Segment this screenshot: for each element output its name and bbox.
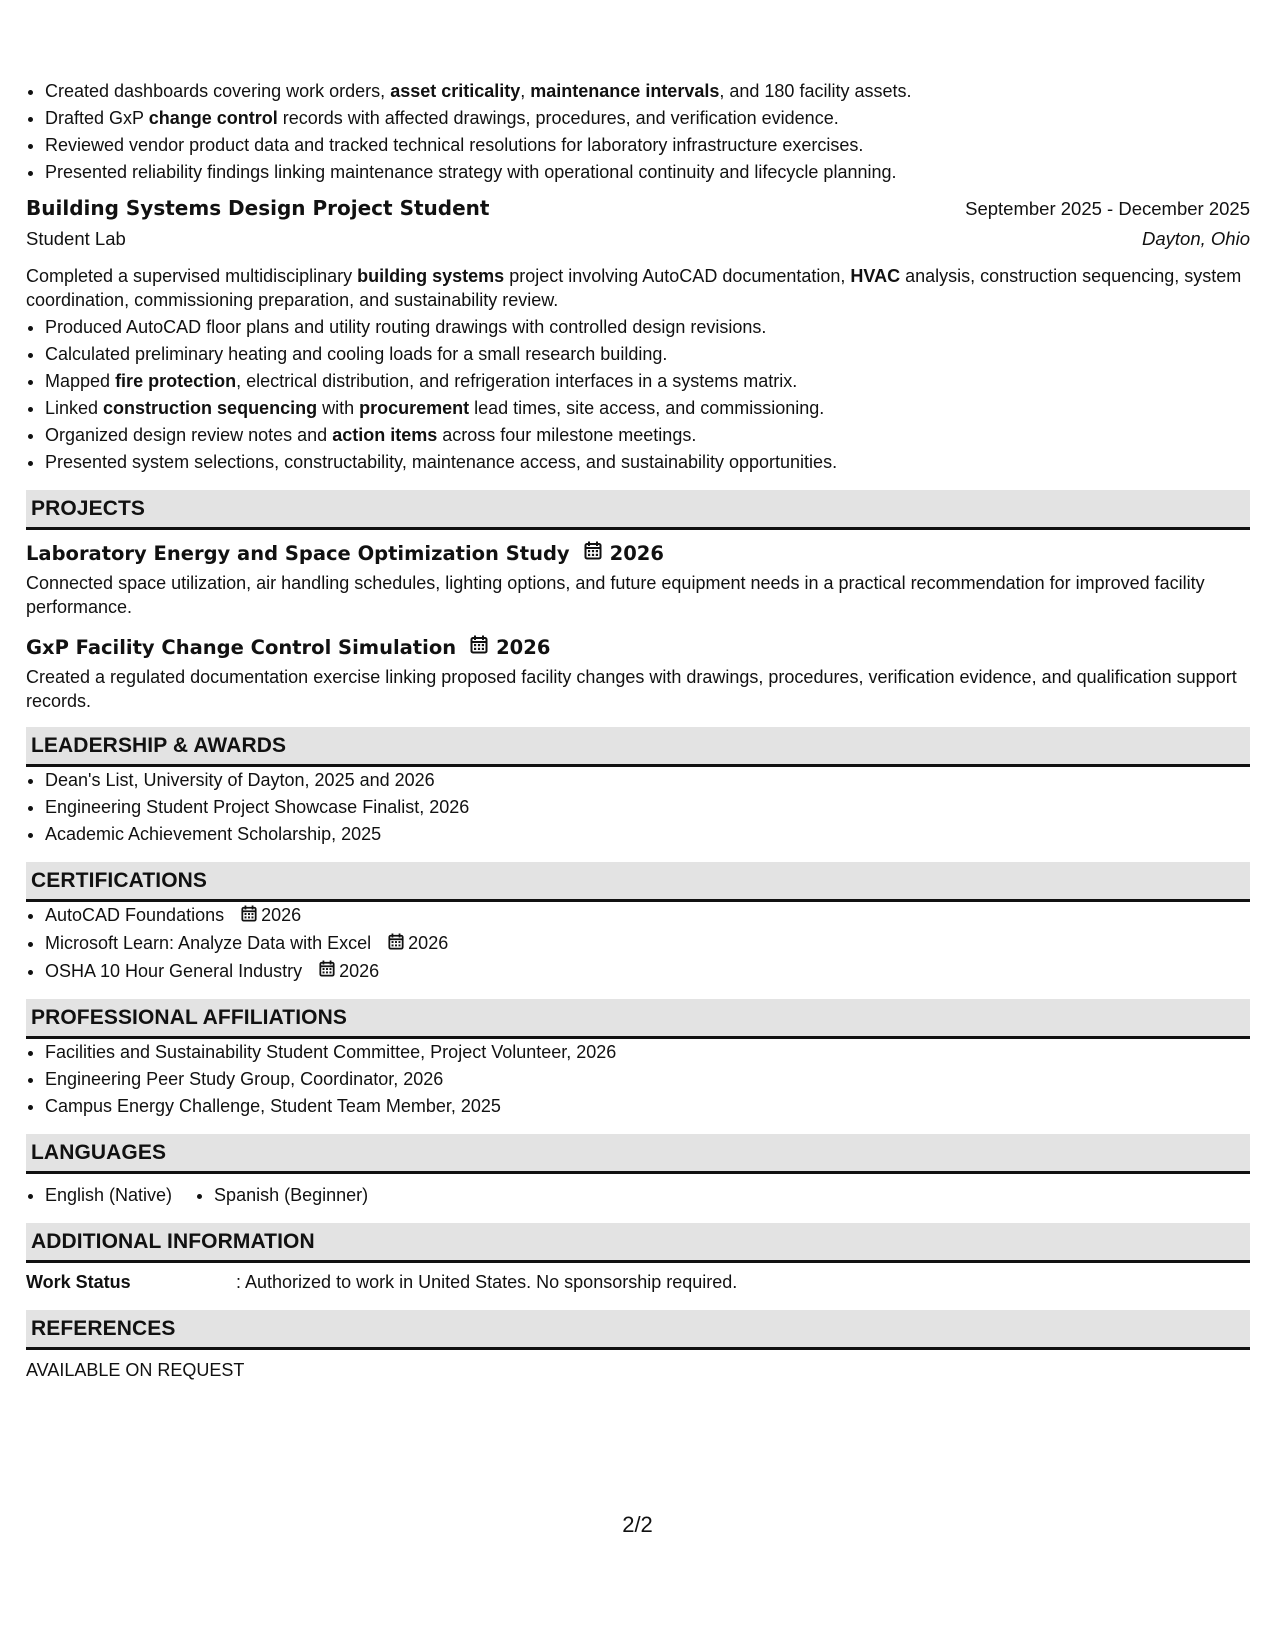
experience-bullets bbox=[26, 78, 1250, 186]
job-bullets bbox=[26, 314, 1250, 476]
bullet-item: • Drafted GxP change control records with affected drawings, procedures, and verification evidence. bbox=[45, 105, 1250, 132]
work-status-value: : Authorized to work in United States. No sponsorship required. bbox=[236, 1272, 738, 1293]
list-item: • Engineering Peer Study Group, Coordinator, 2026 bbox=[45, 1066, 1250, 1093]
bullet-item: • Linked construction sequencing with procurement lead times, site access, and commissioning. bbox=[45, 395, 1250, 422]
list-item: • Dean's List, University of Dayton, 2025 and 2026 bbox=[45, 767, 1250, 794]
bold-keyword: building systems bbox=[357, 266, 505, 286]
section-heading-projects: PROJECTS bbox=[26, 490, 1250, 530]
page-number: 2/2 bbox=[622, 1512, 653, 1537]
job-header bbox=[26, 196, 1250, 228]
certification-name: AutoCAD Foundations bbox=[45, 905, 225, 925]
section-heading-affiliations: PROFESSIONAL AFFILIATIONS bbox=[26, 999, 1250, 1039]
work-status-row bbox=[26, 1272, 1250, 1296]
list-item: • Engineering Student Project Showcase Finalist, 2026 bbox=[45, 794, 1250, 821]
list-item: • Campus Energy Challenge, Student Team Member, 2025 bbox=[45, 1093, 1250, 1120]
leadership-list bbox=[26, 767, 1250, 848]
list-item: • Academic Achievement Scholarship, 2025 bbox=[45, 821, 1250, 848]
bullet-item: • Presented system selections, constructability, maintenance access, and sustainability opportunities. bbox=[45, 449, 1250, 476]
language-item: • English (Native) bbox=[45, 1182, 172, 1209]
affiliation-list bbox=[26, 1039, 1250, 1120]
job-summary: Completed a supervised multidisciplinary building systems project involving AutoCAD documentation, HVAC analysis, construction sequencing, system coordination, commissioning preparation, and sustainability review. bbox=[26, 266, 1242, 310]
bold-keyword: procurement bbox=[359, 398, 470, 418]
project-title: Laboratory Energy and Space Optimization Study bbox=[26, 541, 570, 565]
bullet-item: • Produced AutoCAD floor plans and utility routing drawings with controlled design revisions. bbox=[45, 314, 1250, 341]
certification-name: OSHA 10 Hour General Industry bbox=[45, 960, 303, 981]
certification-item bbox=[45, 958, 1250, 986]
work-status-label: Work Status bbox=[26, 1272, 131, 1293]
language-list bbox=[26, 1182, 1250, 1209]
section-heading-additional-information: ADDITIONAL INFORMATION bbox=[26, 1223, 1250, 1263]
bullet-item: • Reviewed vendor product data and tracked technical resolutions for laboratory infrastructure exercises. bbox=[45, 132, 1250, 159]
certification-item bbox=[45, 930, 1250, 958]
section-heading-certifications: CERTIFICATIONS bbox=[26, 862, 1250, 902]
bold-keyword: maintenance intervals bbox=[530, 81, 720, 101]
bold-keyword: construction sequencing bbox=[103, 398, 318, 418]
language-item: • Spanish (Beginner) bbox=[214, 1182, 368, 1209]
job-organization: Student Lab bbox=[26, 228, 126, 249]
calendar-icon bbox=[470, 635, 488, 659]
calendar-icon bbox=[388, 931, 404, 958]
project-list bbox=[26, 539, 1250, 713]
job-dates: September 2025 - December 2025 bbox=[965, 198, 1250, 219]
certification-year: 2026 bbox=[339, 960, 380, 981]
calendar-icon bbox=[319, 958, 335, 985]
project-description: Connected space utilization, air handling schedules, lighting options, and future equipment needs in a practical recommendation for improved facility performance. bbox=[26, 573, 1205, 617]
project-item bbox=[26, 633, 1250, 713]
certification-list bbox=[26, 902, 1250, 985]
bold-keyword: asset criticality bbox=[390, 81, 521, 101]
project-description: Created a regulated documentation exercise linking proposed facility changes with drawings, procedures, verification evidence, and qualification support records. bbox=[26, 667, 1237, 711]
project-title: GxP Facility Change Control Simulation bbox=[26, 635, 457, 659]
list-item: • Facilities and Sustainability Student Committee, Project Volunteer, 2026 bbox=[45, 1039, 1250, 1066]
references-text: AVAILABLE ON REQUEST bbox=[26, 1360, 245, 1381]
resume-page bbox=[26, 78, 1250, 1381]
certification-item bbox=[45, 902, 1250, 930]
project-item bbox=[26, 539, 1250, 619]
bullet-item: • Organized design review notes and action items across four milestone meetings. bbox=[45, 422, 1250, 449]
certification-name: Microsoft Learn: Analyze Data with Excel bbox=[45, 932, 372, 953]
section-heading-leadership: LEADERSHIP & AWARDS bbox=[26, 727, 1250, 767]
section-heading-references: REFERENCES bbox=[26, 1310, 1250, 1350]
job-title: Building Systems Design Project Student bbox=[26, 196, 490, 220]
bullet-item: • Calculated preliminary heating and cooling loads for a small research building. bbox=[45, 341, 1250, 368]
bullet-item: • Created dashboards covering work orders, asset criticality, maintenance intervals, and 180 facility assets. bbox=[45, 78, 1250, 105]
section-heading-languages: LANGUAGES bbox=[26, 1134, 1250, 1174]
bullet-item: • Mapped fire protection, electrical distribution, and refrigeration interfaces in a systems matrix. bbox=[45, 368, 1250, 395]
project-year: 2026 bbox=[496, 635, 551, 659]
project-year: 2026 bbox=[609, 541, 664, 565]
calendar-icon bbox=[241, 903, 257, 930]
bold-keyword: fire protection bbox=[115, 371, 237, 391]
calendar-icon bbox=[584, 541, 602, 565]
job-subheader bbox=[26, 228, 1250, 260]
certification-year: 2026 bbox=[408, 932, 449, 953]
bold-keyword: HVAC bbox=[850, 266, 901, 286]
bold-keyword: change control bbox=[148, 108, 278, 128]
bold-keyword: action items bbox=[332, 425, 438, 445]
job-location: Dayton, Ohio bbox=[1142, 228, 1250, 249]
certification-year: 2026 bbox=[261, 905, 302, 925]
bullet-item: • Presented reliability findings linking maintenance strategy with operational continuity and lifecycle planning. bbox=[45, 159, 1250, 186]
